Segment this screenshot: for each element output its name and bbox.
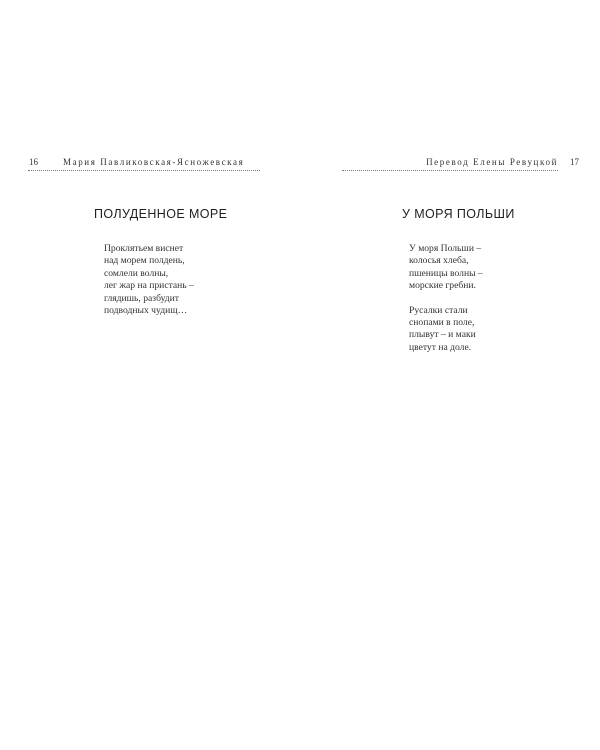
poem-body-right bbox=[409, 243, 483, 366]
poem-line: колосья хлеба, bbox=[409, 255, 469, 267]
poem-line: подводных чудищ… bbox=[104, 305, 188, 317]
translator-name: Перевод Елены Ревуцкой bbox=[426, 157, 558, 167]
poem-body-left bbox=[104, 243, 194, 329]
poem-line: У моря Польши – bbox=[409, 243, 482, 254]
poem-line: над морем полдень, bbox=[104, 255, 185, 267]
right-page bbox=[300, 0, 600, 750]
page-number-left: 16 bbox=[29, 157, 38, 167]
stanza bbox=[409, 243, 483, 293]
poem-line: глядишь, разбудит bbox=[104, 292, 179, 304]
poem-line: пшеницы волны – bbox=[409, 267, 483, 279]
poem-title-left: ПОЛУДЕННОЕ МОРЕ bbox=[94, 207, 228, 221]
poem-title-right: У МОРЯ ПОЛЬШИ bbox=[402, 207, 515, 221]
poem-line: цветут на доле. bbox=[409, 341, 472, 353]
stanza bbox=[104, 243, 194, 317]
running-head-translator bbox=[342, 157, 558, 171]
poem-line: снопами в поле, bbox=[409, 317, 475, 329]
poem-line: лег жар на пристань – bbox=[104, 280, 194, 292]
poem-line: Русалки стали bbox=[409, 304, 468, 316]
poem-line: плывут – и маки bbox=[409, 329, 476, 341]
poem-line: сомлели волны, bbox=[104, 267, 169, 279]
poem-line: Проклятьем виснет bbox=[104, 243, 184, 254]
page-number-right: 17 bbox=[570, 157, 579, 167]
running-head-author bbox=[28, 157, 260, 171]
author-name: Мария Павликовская-Ясножевская bbox=[63, 157, 245, 167]
poem-line: морские гребни. bbox=[409, 280, 476, 292]
stanza bbox=[409, 305, 483, 355]
